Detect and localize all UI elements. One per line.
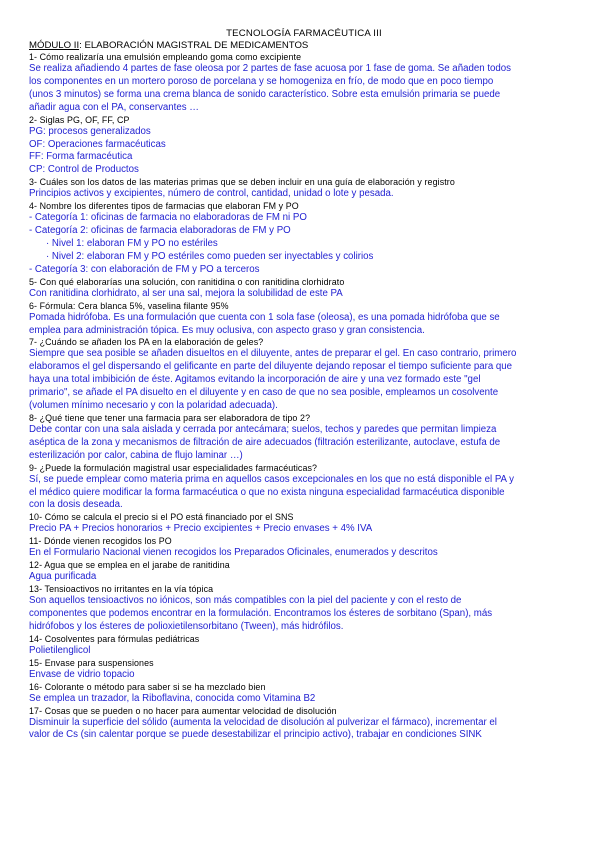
answer-line: Precio PA + Precios honorarios + Precio excipientes + Precio envases + 4% IVA [29, 523, 373, 535]
question-line: 12- Agua que se emplea en el jarabe de ranitidina [29, 560, 230, 571]
answer-line: Disminuir la superficie del sólido (aumenta la velocidad de disolución al pulverizar el fármaco), incrementar el [29, 716, 497, 728]
question-line: 5- Con qué elaborarías una solución, con ranitidina o con ranitidina clorhidrato [29, 276, 345, 287]
question-line: 7- ¿Cuándo se añaden los PA en la elaboración de geles? [29, 337, 264, 348]
answer-line: Polietilenglicol [29, 644, 91, 656]
answer-subitem: · Nivel 1: elaboran FM y PO no estériles [46, 237, 218, 249]
question-line: 16- Colorante o método para saber si se ha mezclado bien [29, 681, 266, 692]
answer-line: - Categoría 1: oficinas de farmacia no elaboradoras de FM ni PO [29, 212, 307, 224]
question-line: 8- ¿Qué tiene que tener una farmacia para ser elaboradora de tipo 2? [29, 412, 311, 423]
question-line: 6- Fórmula: Cera blanca 5%, vaselina filante 95% [29, 300, 229, 311]
answer-line: En el Formulario Nacional vienen recogidos los Preparados Oficinales, enumerados y descritos [29, 547, 438, 559]
answer-line: FF: Forma farmacéutica [29, 151, 133, 163]
document-title: TECNOLOGÍA FARMACÉUTICA III [226, 28, 382, 39]
question-line: 2- Siglas PG, OF, FF, CP [29, 114, 130, 125]
answer-line: OF: Operaciones farmacéuticas [29, 138, 166, 150]
question-line: 15- Envase para suspensiones [29, 657, 154, 668]
answer-line: primario", se añade el PA disuelto en el diluyente y en caso de que no sea posible, empleamos un cosolvente [29, 387, 499, 399]
question-line: 14- Cosolventes para fórmulas pediátricas [29, 633, 200, 644]
question-line: 9- ¿Puede la formulación magistral usar especialidades farmacéuticas? [29, 462, 318, 473]
answer-line: añadir agua con el PA, conservantes … [29, 101, 199, 113]
module-title: : ELABORACIÓN MAGISTRAL DE MEDICAMENTOS [79, 40, 309, 51]
answer-line: con la dosis deseada. [29, 499, 123, 511]
document-content [29, 52, 579, 742]
answer-line: valor de Cs (sin calentar porque se puede desestabilizar el principio activo), trabajar en condiciones SINK [29, 729, 482, 741]
answer-line: el médico quiere modificar la forma farmacéutica o que no exista ninguna especialidad farmacéutica disponible [29, 486, 505, 498]
answer-line: Se realiza añadiendo 4 partes de fase oleosa por 2 partes de fase acuosa por 1 fase de goma. Se añaden todos [29, 63, 512, 74]
answer-line: PG: procesos generalizados [29, 125, 151, 137]
question-line: 13- Tensioactivos no irritantes en la vía tópica [29, 584, 214, 595]
question-line: 4- Nombre los diferentes tipos de farmacias que elaboran FM y PO [29, 201, 299, 212]
answer-subitem: · Nivel 2: elaboran FM y PO estériles como pueden ser inyectables y colirios [46, 250, 374, 262]
answer-line: - Categoría 2: oficinas de farmacia elaboradoras de FM y PO [29, 225, 291, 237]
question-line: 17- Cosas que se pueden o no hacer para aumentar velocidad de disolución [29, 705, 337, 716]
answer-line: (volumen mínimo necesario y con la polaridad adecuada). [29, 400, 278, 412]
answer-line: Se emplea un trazador, la Riboflavina, conocida como Vitamina B2 [29, 692, 316, 704]
answer-line: componentes que podemos encontrar en la formulación. Encontramos los ésteres de sorbitano (Span), más [29, 608, 493, 619]
answer-line: Con ranitidina clorhidrato, al ser una sal, mejora la solubilidad de este PA [29, 287, 343, 299]
module-heading [29, 40, 579, 52]
document-page [29, 28, 579, 742]
answer-line: elaboramos el gel dispersando el gelificante en parte del diluyente dejando reposar el tiempo suficiente para que [29, 361, 513, 373]
answer-line: hidrófobos y los ésteres de polioxietilensorbitano (Tween), más hidrófilos. [29, 620, 344, 632]
answer-line: haya una total imbibición de éste. Agitamos evitando la incorporación de aire y una vez formado este "gel [29, 374, 481, 386]
answer-line: Principios activos y excipientes, número de control, cantidad, unidad o lote y pesada. [29, 188, 394, 200]
answer-line: esterilización por calor, cabina de flujo laminar …) [29, 449, 243, 461]
answer-line: Agua purificada [29, 571, 97, 583]
answer-line: aséptica de la zona y mecanismos de filtración de aire adecuados (filtración esterilizante, autoclave, estufa de [29, 436, 501, 448]
question-line: 3- Cuáles son los datos de las materias primas que se deben incluir en una guía de elaboración y registro [29, 177, 455, 188]
answer-line: Pomada hidrófoba. Es una formulación que cuenta con 1 sola fase (oleosa), es una pomada hidrófoba que se [29, 311, 500, 323]
answer-line: Siempre que sea posible se añaden disueltos en el diluyente, antes de preparar el gel. En caso contrario, primero [29, 348, 517, 360]
answer-line: CP: Control de Productos [29, 164, 139, 176]
answer-line: Envase de vidrio topacio [29, 668, 135, 680]
answer-line: los componentes en un mortero poroso de porcelana y se homogeniza en frío, de modo que en poco tiempo [29, 75, 494, 87]
answer-line: emplea para administración tópica. Es muy oclusiva, con aspecto graso y gran consistencia. [29, 324, 425, 336]
question-line: 1- Cómo realizaría una emulsión empleando goma como excipiente [29, 52, 302, 62]
answer-line: Sí, se puede emplear como materia prima en aquellos casos excepcionales en los que no está disponible el PA y [29, 473, 515, 485]
answer-line: Son aquellos tensioactivos no iónicos, son más compatibles con la piel del paciente y con el resto de [29, 595, 462, 607]
answer-line: (unos 3 minutos) se forma una crema blanca de sonido característico. Sobre esta emulsión primaria se puede [29, 88, 501, 100]
question-line: 11- Dónde vienen recogidos los PO [29, 536, 172, 547]
question-line: 10- Cómo se calcula el precio si el PO está financiado por el SNS [29, 512, 294, 523]
answer-line: - Categoría 3: con elaboración de FM y PO a terceros [29, 263, 260, 275]
answer-line: Debe contar con una sala aislada y cerrada por antecámara; suelos, techos y paredes que permitan limpieza [29, 423, 497, 435]
module-code: MÓDULO II [29, 40, 80, 51]
